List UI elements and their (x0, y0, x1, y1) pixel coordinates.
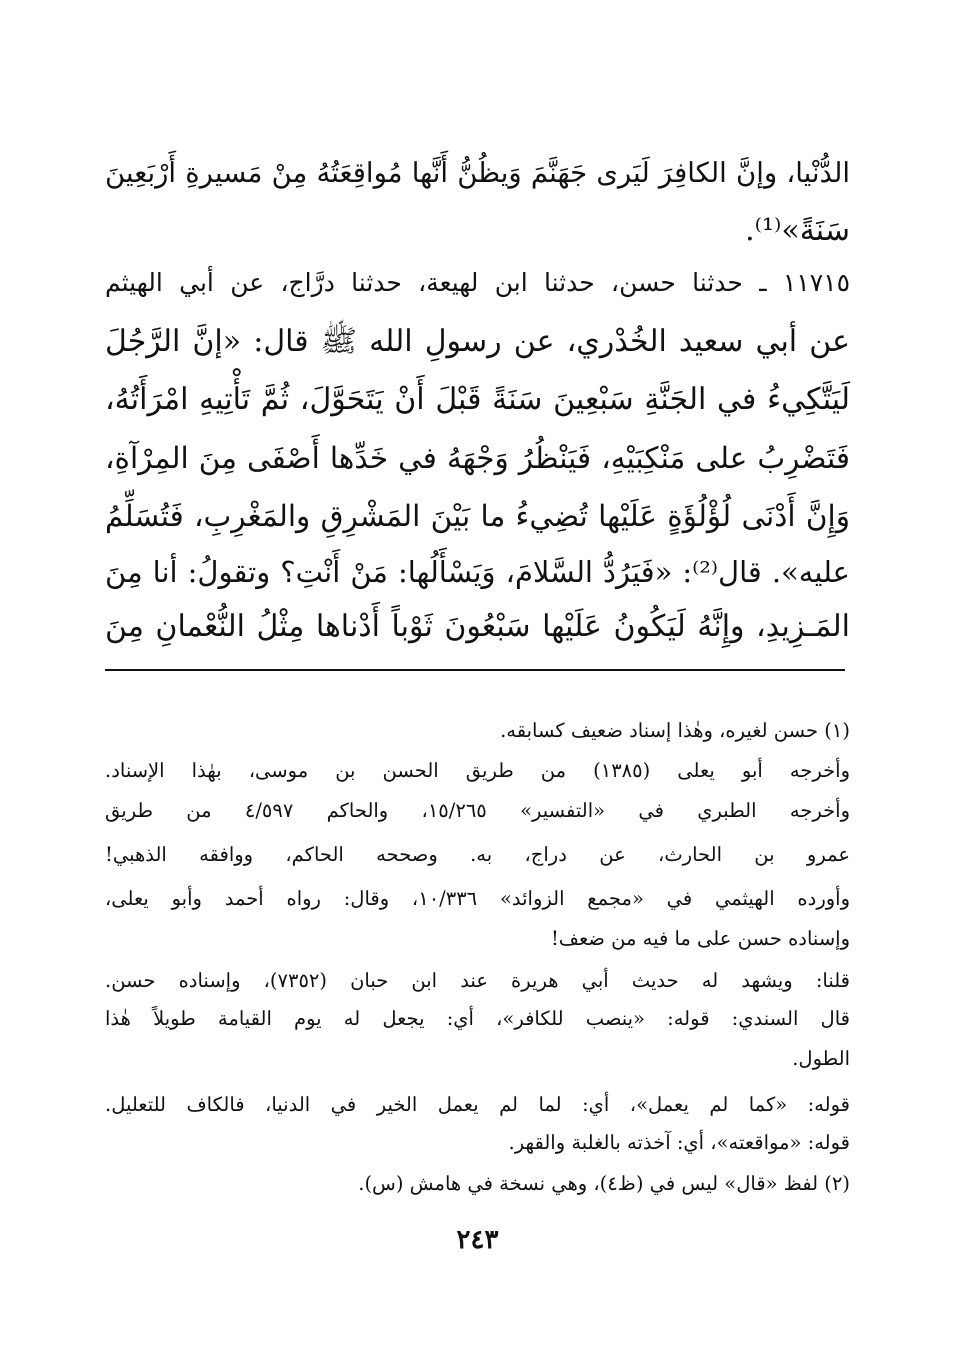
footnote-line-6: وإسناده حسن على ما فيه من ضعف! (550, 927, 850, 950)
footnote-line-10: قوله: «كما لم يعمل»، أي: لما لم يعمل الخير في الدنيا، فالكاف للتعليل. (105, 1093, 850, 1116)
footnote-line-2: وأخرجه أبو يعلى (١٣٨٥) من طريق الحسن بن موسى، بهٰذا الإسناد. (105, 759, 850, 782)
body-line-7: وَإِنَّ أَدْنَى لُؤْلُؤَةٍ عَلَيْها تُضِيءُ ما بَيْنَ المَشْرِقِ والمَغْرِبِ، فَتُسَلِّمُ (105, 499, 850, 533)
body-line-2: سَنَةً»⁽¹⁾. (745, 213, 850, 248)
body-line-4: عن أبي سعيد الخُدْري، عن رسولِ الله ﷺ قال: «إنَّ الرَّجُلَ (105, 324, 850, 359)
body-line-6: فَتَضْرِبُ على مَنْكِبَيْهِ، فَيَنْظُرُ وَجْهَهُ في خَدِّها أَصْفَى مِنَ المِرْآةِ، (105, 441, 850, 475)
footnote-line-3: وأخرجه الطبري في «التفسير» ١٥/٢٦٥، والحاكم ٤/٥٩٧ من طريق (105, 799, 851, 822)
footnote-line-5: وأورده الهيثمي في «مجمع الزوائد» ١٠/٣٣٦، وقال: رواه أحمد وأبو يعلى، (105, 887, 850, 910)
body-line-9: المَـزِيدِ، وإِنَّهُ لَيَكُونُ عَلَيْها سَبْعُونَ ثَوْباً أَدْناها مِثْلُ النُّعْمانِ مِنَ (105, 609, 850, 644)
footnote-divider (105, 669, 845, 671)
hadith-number-line: ١١٧١٥ ـ حدثنا حسن، حدثنا ابن لهيعة، حدثنا درَّاج، عن أبي الهيثم (105, 268, 850, 297)
body-line-8: عليه». قال⁽²⁾: «فَيَرُدُّ السَّلامَ، وَيَسْأَلُها: مَنْ أَنْتِ؟ وتقولُ: أنا مِنَ (105, 555, 850, 589)
body-line-5: لَيَتَّكِيءُ في الجَنَّةِ سَبْعِينَ سَنَةً قَبْلَ أَنْ يَتَحَوَّلَ، ثُمَّ تَأْتِيهِ امْرَأَتُهُ، (105, 382, 850, 417)
body-line-1: الدُّنْيا، وإنَّ الكافِرَ لَيَرى جَهَنَّمَ وَيظُنُّ أَنَّها مُواقِعَتُهُ مِنْ مَسيرةِ أَرْبَعِينَ (105, 157, 850, 189)
footnote-line-8: قال السندي: قوله: «ينصب للكافر»، أي: يجعل له يوم القيامة طويلاً هٰذا (105, 1007, 850, 1030)
footnote-line-12: (٢) لفظ «قال» ليس في (ظ٤)، وهي نسخة في هامش (س). (358, 1172, 850, 1195)
footnote-line-9: الطول. (792, 1047, 850, 1070)
footnote-line-11: قوله: «مواقعته»، أي: آخذته بالغلبة والقهر. (508, 1131, 850, 1154)
footnote-line-7: قلنا: ويشهد له حديث أبي هريرة عند ابن حبان (٧٣٥٢)، وإسناده حسن. (105, 969, 850, 992)
page-number: ٢٤٣ (456, 1225, 499, 1255)
footnote-line-1: (١) حسن لغيره، وهٰذا إسناد ضعيف كسابقه. (500, 719, 850, 742)
footnote-line-4: عمرو بن الحارث، عن دراج، به. وصححه الحاكم، ووافقه الذهبي! (105, 843, 850, 866)
